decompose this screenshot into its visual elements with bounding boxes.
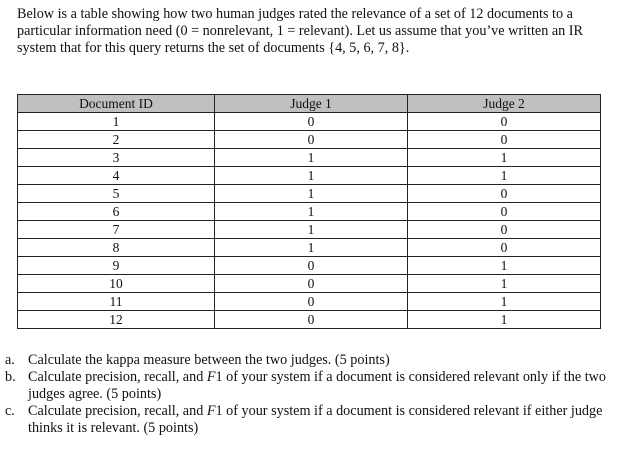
question-label: a.: [5, 352, 15, 368]
relevance-table: [17, 94, 601, 329]
cell-judge-1: 0: [215, 131, 408, 149]
table-row: [18, 203, 601, 221]
table-row: [18, 167, 601, 185]
cell-judge-1: 1: [215, 167, 408, 185]
cell-document-id: 12: [18, 311, 215, 329]
question-text-part: 1 of your system if a document is considered relevant if either judge thinks it is relevant. (5 points): [28, 403, 603, 436]
cell-judge-2: 1: [408, 311, 601, 329]
cell-judge-1: 1: [215, 149, 408, 167]
question-text-part: Calculate the kappa measure between the two judges. (5 points): [28, 352, 390, 368]
cell-judge-2: 1: [408, 293, 601, 311]
table-row: [18, 311, 601, 329]
cell-judge-1: 1: [215, 221, 408, 239]
cell-judge-2: 0: [408, 203, 601, 221]
cell-judge-1: 1: [215, 203, 408, 221]
question-text-part: Calculate precision, recall, and: [28, 369, 207, 385]
cell-judge-1: 0: [215, 311, 408, 329]
cell-judge-1: 0: [215, 275, 408, 293]
cell-document-id: 7: [18, 221, 215, 239]
table-row: [18, 239, 601, 257]
cell-judge-2: 0: [408, 221, 601, 239]
question-label: b.: [5, 369, 16, 385]
cell-document-id: 9: [18, 257, 215, 275]
header-judge-2: Judge 2: [408, 95, 601, 113]
cell-judge-1: 1: [215, 185, 408, 203]
cell-judge-2: 1: [408, 275, 601, 293]
cell-document-id: 3: [18, 149, 215, 167]
cell-document-id: 4: [18, 167, 215, 185]
intro-paragraph: Below is a table showing how two human judges rated the relevance of a set of 12 documents to a particular information need (0 = nonrelevant, 1 = relevant). Let us assume that you’ve written an IR system that for this query returns the set of documents {4, 5, 6, 7, 8}.: [17, 6, 583, 56]
cell-document-id: 5: [18, 185, 215, 203]
question-b: [5, 369, 625, 403]
cell-document-id: 2: [18, 131, 215, 149]
question-text: [28, 352, 390, 369]
table-row: [18, 185, 601, 203]
question-text-part: Calculate precision, recall, and: [28, 403, 207, 419]
cell-document-id: 11: [18, 293, 215, 311]
cell-judge-1: 0: [215, 257, 408, 275]
cell-judge-1: 1: [215, 239, 408, 257]
cell-judge-2: 1: [408, 167, 601, 185]
f-italic: F: [206, 403, 216, 419]
question-text-part: 1 of your system if a document is considered relevant only if the two judges agree. (5 points): [28, 369, 606, 402]
cell-judge-2: 0: [408, 113, 601, 131]
cell-judge-2: 0: [408, 239, 601, 257]
cell-judge-1: 0: [215, 113, 408, 131]
cell-document-id: 6: [18, 203, 215, 221]
cell-document-id: 10: [18, 275, 215, 293]
f-italic: F: [206, 369, 216, 385]
table-row: [18, 293, 601, 311]
question-list: [5, 352, 625, 437]
cell-document-id: 1: [18, 113, 215, 131]
cell-judge-2: 1: [408, 149, 601, 167]
table-header-row: [18, 95, 601, 113]
question-text: [28, 369, 625, 403]
header-judge-1: Judge 1: [215, 95, 408, 113]
cell-judge-2: 1: [408, 257, 601, 275]
cell-judge-2: 0: [408, 131, 601, 149]
header-document-id: Document ID: [18, 95, 215, 113]
table-row: [18, 131, 601, 149]
table-row: [18, 275, 601, 293]
cell-judge-2: 0: [408, 185, 601, 203]
question-c: [5, 403, 625, 437]
cell-judge-1: 0: [215, 293, 408, 311]
question-a: [5, 352, 625, 369]
question-label: c.: [5, 403, 15, 419]
table-row: [18, 257, 601, 275]
table-row: [18, 149, 601, 167]
table-row: [18, 221, 601, 239]
table-row: [18, 113, 601, 131]
question-text: [28, 403, 625, 437]
cell-document-id: 8: [18, 239, 215, 257]
